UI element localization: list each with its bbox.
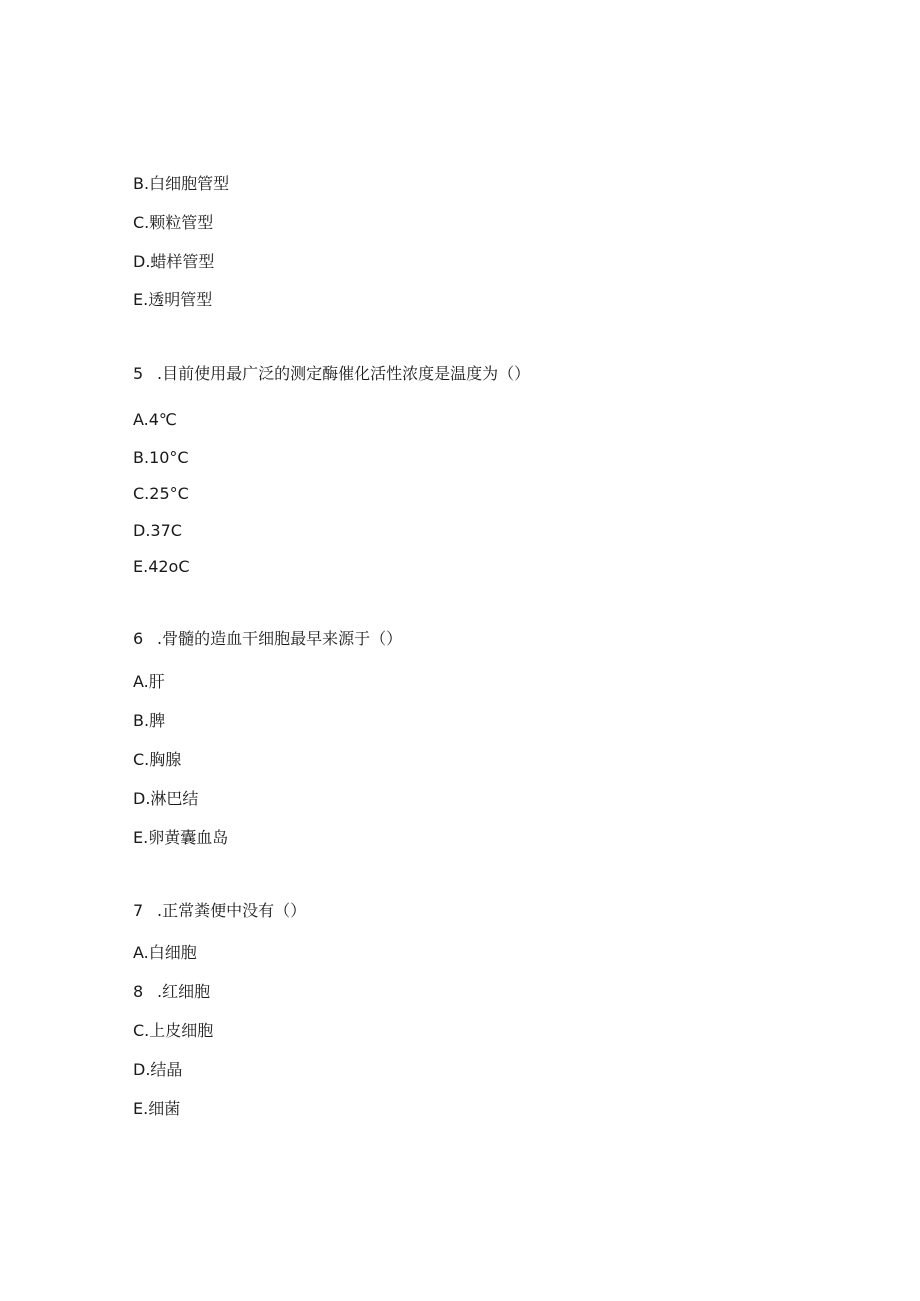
option-line: C.25°C	[133, 484, 189, 503]
option-line: D.淋巴结	[133, 789, 199, 808]
option-line: A.白细胞	[133, 943, 197, 962]
option-line: D.结晶	[133, 1060, 183, 1079]
question-number: 6	[133, 629, 144, 648]
option-line: D.蜡样管型	[133, 252, 215, 271]
option-line: C.胸腺	[133, 750, 182, 769]
option-line: D.37C	[133, 521, 182, 540]
question-line	[133, 901, 306, 921]
question-text: .正常粪便中没有（）	[157, 901, 307, 920]
option-line: E.42oC	[133, 557, 190, 576]
question-number: 7	[133, 901, 144, 920]
option-line: A.4℃	[133, 410, 177, 429]
option-line: A.肝	[133, 672, 165, 691]
option-line: E.细菌	[133, 1099, 181, 1118]
question-line	[133, 982, 210, 1002]
option-line: E.透明管型	[133, 290, 213, 309]
option-line: B.10°C	[133, 448, 189, 467]
option-line: E.卵黄囊血岛	[133, 828, 229, 847]
question-number: 8	[133, 982, 144, 1001]
question-text: .目前使用最广泛的测定酶催化活性浓度是温度为（）	[157, 364, 531, 383]
question-line	[133, 364, 530, 384]
question-text: .骨髓的造血干细胞最早来源于（）	[157, 629, 403, 648]
question-number: 5	[133, 364, 144, 383]
option-line: C.上皮细胞	[133, 1021, 214, 1040]
question-line	[133, 629, 402, 649]
option-line: B.脾	[133, 711, 166, 730]
option-line: B.白细胞管型	[133, 174, 230, 193]
question-text: .红细胞	[157, 982, 211, 1001]
option-line: C.颗粒管型	[133, 213, 214, 232]
